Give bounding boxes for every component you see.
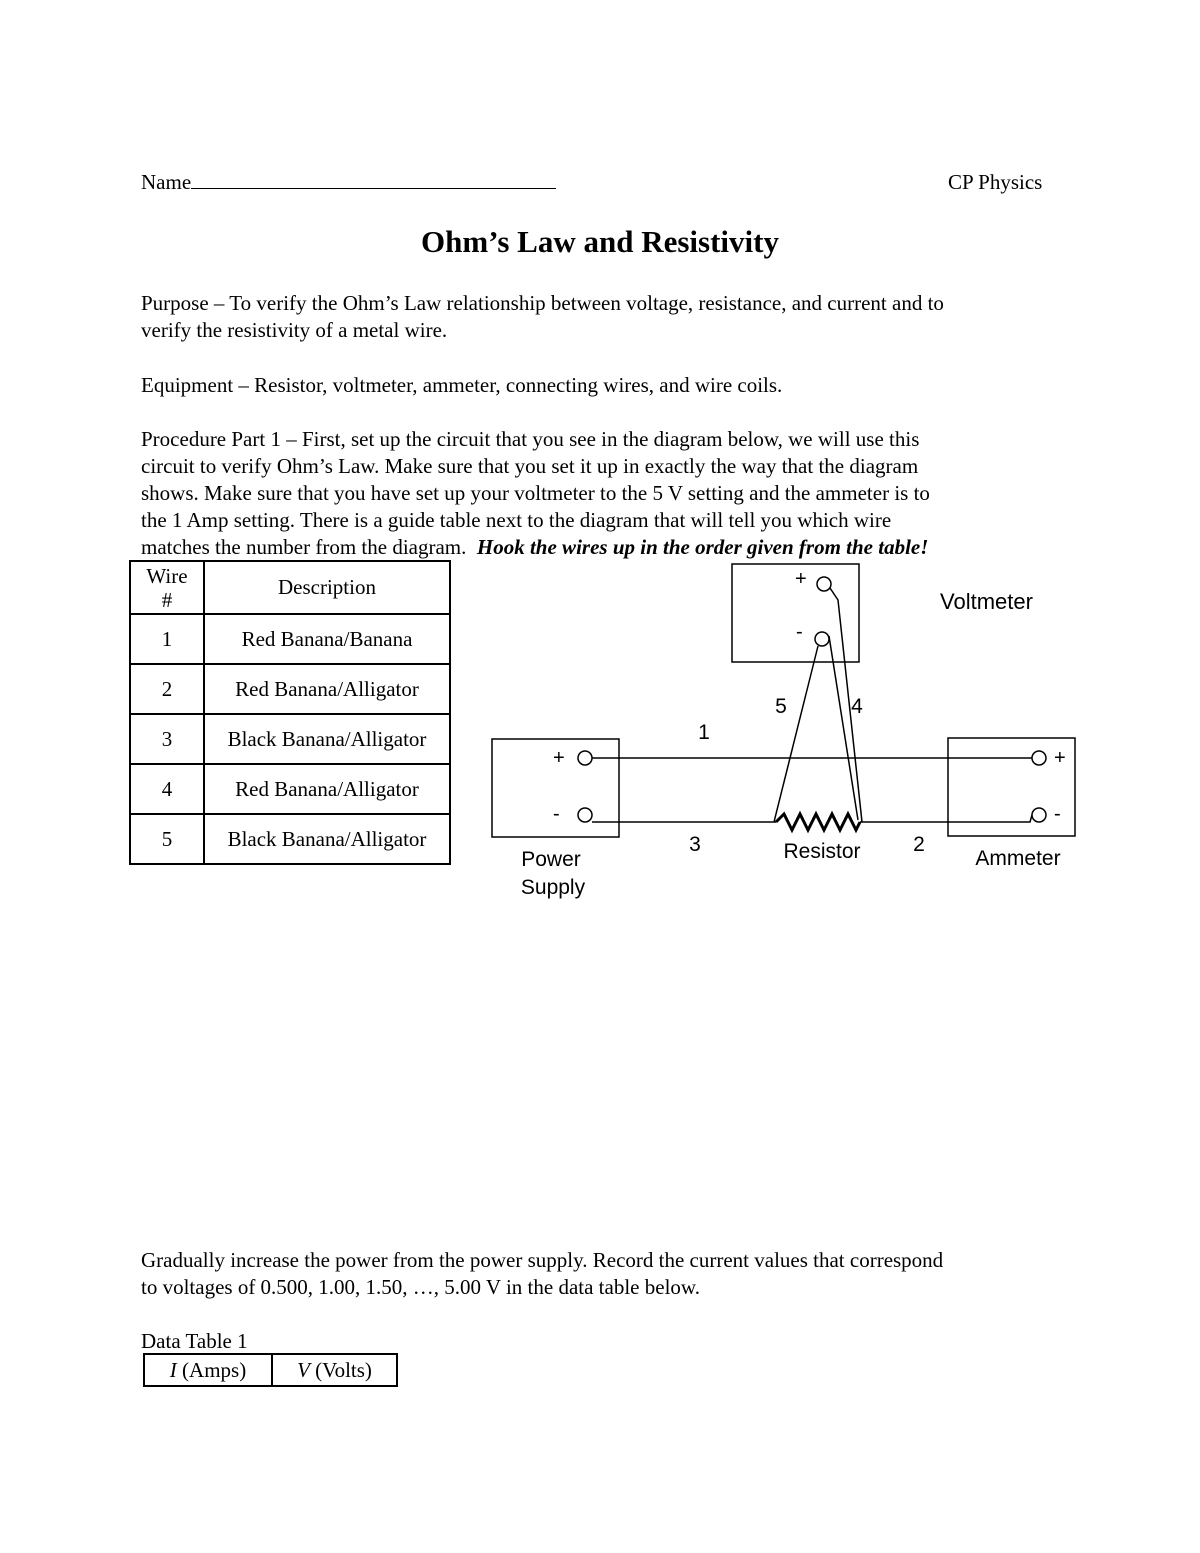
voltage-unit: (Volts) [309,1357,372,1382]
ammeter-plus-terminal [1032,751,1046,765]
ammeter-plus-sign: + [1054,747,1066,769]
procedure-line-5-text: matches the number from the diagram. [141,535,467,559]
data-table-header-row [144,1354,397,1386]
wire-5 [774,646,818,822]
purpose-line-1: Purpose – To verify the Ohm’s Law relationship between voltage, resistance, and current and to [141,291,944,315]
ammeter-label: Ammeter [975,847,1061,870]
power-minus-terminal [578,808,592,822]
ammeter-minus-terminal [1032,808,1046,822]
current-unit: (Amps) [176,1357,247,1382]
wire-description: Red Banana/Alligator [204,664,450,714]
wire-description: Red Banana/Banana [204,614,450,664]
wire-label-4: 4 [851,695,863,718]
instructions-line-1: Gradually increase the power from the power supply. Record the current values that correspond [141,1248,944,1272]
wire-4-segment [829,636,858,820]
wire-label-2: 2 [913,833,925,856]
wire-description: Red Banana/Alligator [204,764,450,814]
wire-number: 3 [130,714,204,764]
procedure-emphasis: Hook the wires up in the order given from the table! [476,535,929,559]
wire-number: 5 [130,814,204,864]
current-variable: I [169,1357,177,1382]
description-header: Description [204,561,450,614]
resistor-label: Resistor [783,840,861,863]
procedure-line-4: the 1 Amp setting. There is a guide table next to the diagram that will tell you which wire [141,508,892,532]
data-table-caption: Data Table 1 [141,1329,248,1353]
course-label: CP Physics [948,170,1043,194]
ammeter-minus-sign: - [1054,803,1061,825]
wire-label-1: 1 [698,721,710,744]
wire-label-5: 5 [775,695,787,718]
wire-2 [860,815,1032,822]
name-label: Name [141,170,192,194]
current-column-header [144,1354,272,1386]
procedure-line-3: shows. Make sure that you have set up your voltmeter to the 5 V setting and the ammeter is to [141,481,930,505]
wire-description: Black Banana/Alligator [204,814,450,864]
resistor-symbol [776,814,860,830]
power-supply-label-1: Power [521,848,581,871]
wire-number-header: Wire # [130,561,204,614]
page-title: Ohm’s Law and Resistivity [421,224,779,259]
wire-number: 2 [130,664,204,714]
voltmeter-minus-sign: - [796,621,803,643]
power-plus-terminal [578,751,592,765]
wire-number: 1 [130,614,204,664]
power-minus-sign: - [553,803,560,825]
equipment-text: Equipment – Resistor, voltmeter, ammeter, connecting wires, and wire coils. [141,373,783,397]
voltmeter-plus-sign: + [795,568,807,590]
instructions-line-2: to voltages of 0.500, 1.00, 1.50, …, 5.00 V in the data table below. [141,1275,700,1299]
data-table-1 [143,1353,398,1387]
procedure-line-1: Procedure Part 1 – First, set up the circuit that you see in the diagram below, we will use this [141,427,920,451]
voltmeter-plus-terminal [817,577,831,591]
voltage-column-header [272,1354,397,1386]
power-plus-sign: + [553,747,565,769]
voltage-variable: V [297,1357,310,1382]
voltmeter-label: Voltmeter [940,589,1033,614]
wire-description: Black Banana/Alligator [204,714,450,764]
power-supply-label-2: Supply [520,876,586,899]
voltmeter-minus-terminal [815,632,829,646]
purpose-line-2: verify the resistivity of a metal wire. [141,318,448,342]
wire-label-3: 3 [689,833,701,856]
wire-number: 4 [130,764,204,814]
procedure-line-2: circuit to verify Ohm’s Law. Make sure that you set it up in exactly the way that the diagram [141,454,919,478]
